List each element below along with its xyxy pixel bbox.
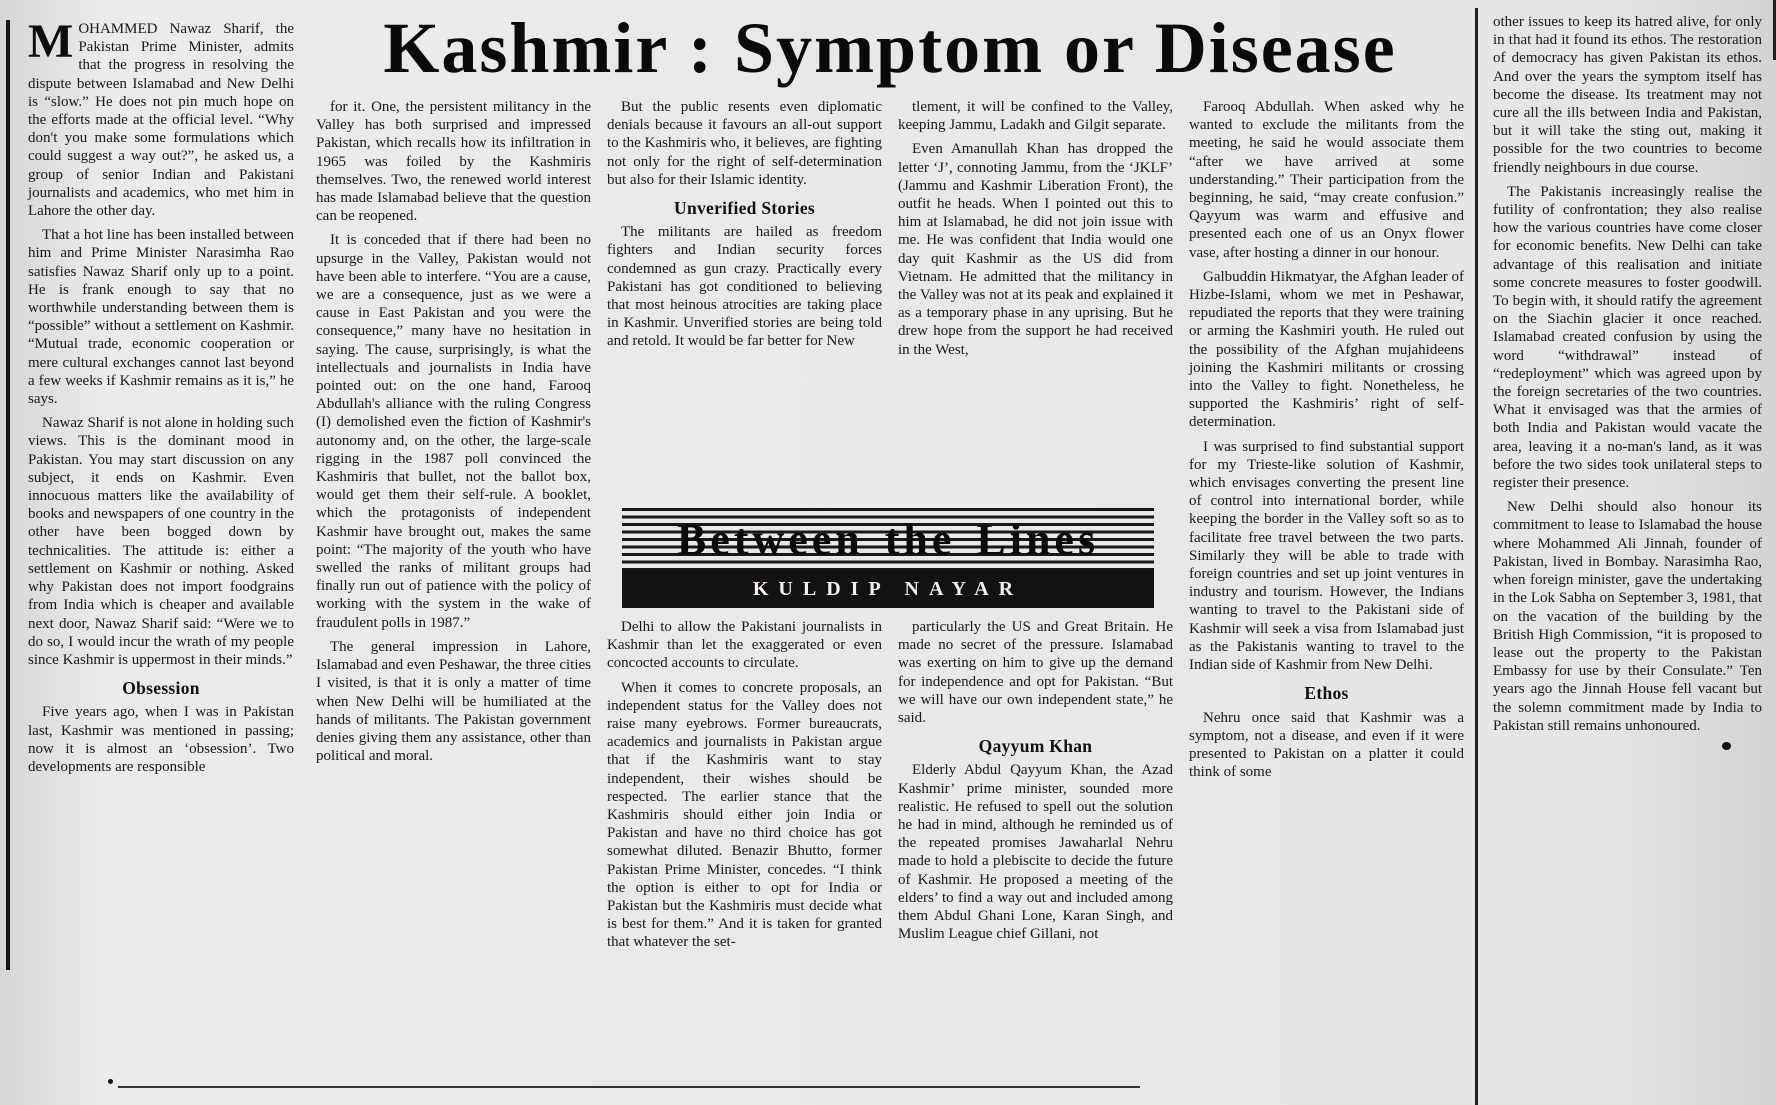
paragraph: Nawaz Sharif is not alone in holding such views. This is the dominant mood in Pakistan. You may start discussion on any subject, it ends on Kashmir. Even innocuous matters like the availability of books and newspapers of one country in the other have been bogged down by technicalities. The attitude is: either a settlement on Kashmir or nothing. Asked why Pakistan does not import foodgrains from India which is cheaper and available next door, Nawaz Sharif said: “Were we to do so, I would incur the wrath of my people since Kashmir is uppermost in their minds.” <box>28 415 294 668</box>
paragraph: Five years ago, when I was in Pakistan last, Kashmir was mentioned in passing; now it is almost an ‘obsession’. Two developments are responsible <box>28 704 294 775</box>
lead-paragraph <box>28 15 294 220</box>
ink-speck <box>1722 742 1731 750</box>
left-edge-rule <box>6 20 10 970</box>
paragraph: particularly the US and Great Britain. He made no secret of the pressure. Islamabad was exerting on him to give up the demand for independence and opt for Pakistan. “But we will have our own independent state,” he said. <box>898 619 1173 727</box>
column-1 <box>14 8 306 1105</box>
paragraph: tlement, it will be confined to the Valley, keeping Jammu, Ladakh and Gilgit separate. <box>898 99 1173 134</box>
paragraph: Nehru once said that Kashmir was a symptom, not a disease, and even if it were presented to Pakistan on a platter it could think of some <box>1189 709 1464 781</box>
byline-bar: KULDIP NAYAR <box>622 570 1154 608</box>
between-the-lines-box <box>622 508 1154 608</box>
paragraph: Even Amanullah Khan has dropped the letter ‘J’, connoting Jammu, from the ‘JKLF’ (Jammu and Kashmir Liberation Front), the outfit he heads. When I pointed out this to him at Islamabad, he did not join issue with me. He was confident that India would one day quit Kashmir as the US did from Vietnam. He admitted that the militancy in the Valley was not at its peak and explained it as a temporary phase in any uprising. But he drew hope from the support he had received in the West, <box>898 141 1173 358</box>
paragraph: Galbuddin Hikmatyar, the Afghan leader of Hizbe-Islami, whom we met in Peshawar, repudiated the reports that they were training or arming the Kashmiri youth. He ruled out the possibility of the Afghan mujahideens joining the Kashmiri militants or crossing into the Valley to fight. Nonetheless, he supported the Kashmiris’ right of self-determination. <box>1189 268 1464 431</box>
paragraph: other issues to keep its hatred alive, for only in that had it found its ethos. The restoration of democracy has given Pakistan its ethos. And over the years the symptom itself has become the disease. Its treatment may not cure all the ills between India and Pakistan, but it will take the sting out, making it possible for the two countries to become friendly neighbours in due course. <box>1493 14 1762 176</box>
middle-section <box>306 8 1474 1105</box>
paragraph: New Delhi should also honour its commitment to lease to Islamabad the house where Mohammed Ali Jinnah, founder of Pakistan, lived in Bombay. Narasimha Rao, when foreign minister, gave the undertaking in the Lok Sabha on September 3, 1981, that on the vacation of the building by the British High Commission, “it is proposed to lease out the property to the Pakistan Embassy for use by their Consulate.” Ten years ago the Jinnah House fell vacant but the solemn commitment made by India to Pakistan still remains unhonoured. <box>1493 499 1762 734</box>
paragraph: When it comes to concrete proposals, an independent status for the Valley does not raise many eyebrows. Former bureaucrats, academics and journalists in Pakistan argue that if the Kashmiris want to stay independent, their wishes should be respected. The earlier stance that the Kashmiris should either join India or Pakistan and have no third choice has got somewhat diluted. Benazir Bhutto, former Pakistan Prime Minister, concedes. “I think the option is either to opt for India or Pakistan but the Kashmiris must decide what is best for them.” And it is taken for granted that whatever the set- <box>607 679 882 951</box>
column-divider-rule <box>1475 8 1478 1105</box>
column-logo-stripes <box>622 508 1154 570</box>
lead-paragraph-text: OHAMMED Nawaz Sharif, the Pakistan Prime Minister, admits that the progress in resolving the dispute between Islamabad and New Delhi is “slow.” He does not pin much hope on the efforts made at the official level. “Why don't you make some formulations which could suggest a way out?”, he asked us, a group of senior Indian and Pakistani journalists and academics, who met him in Lahore the other day. <box>28 21 294 220</box>
paragraph: Delhi to allow the Pakistani journalists in Kashmir than let the exaggerated or even concocted accounts to circulate. <box>607 619 882 672</box>
headline: Kashmir : Symptom or Disease <box>383 8 1397 88</box>
article-layout <box>14 8 1772 1105</box>
section-heading-ethos: Ethos <box>1304 683 1349 704</box>
column-2 <box>316 98 591 958</box>
paragraph: The Pakistanis increasingly realise the futility of confrontation; they also realise how the various countries have come closer for economic benefits. New Delhi can take advantage of this realisation and initiate some concrete measures to foster goodwill. To begin with, it should ratify the agreement on the Siachin glacier it once reached. Islamabad created confusion by using the word “withdrawal” instead of “redeployment” which was agreed upon by the foreign secretaries of the two countries. What it envisaged was that the armies of both India and Pakistan would vacate the area, leaving it a no-man's land, as it was before the two sides took unilateral steps to register their presence. <box>1493 183 1762 492</box>
paragraph: But the public resents even diplomatic denials because it favours an all-out support to the Kashmiris who, it believes, are fighting not only for the right of self-determination but also for their Islamic identity. <box>607 99 882 188</box>
bottom-rule <box>118 1086 1140 1088</box>
paragraph: The militants are hailed as freedom fighters and Indian security forces condemned as gun crazy. Practically every Pakistani has got conditioned to believing that most heinous atrocities are taking place in Kashmir. Unverified stories are being told and retold. It would be far better for New <box>607 224 882 350</box>
paragraph: Farooq Abdullah. When asked why he wanted to exclude the militants from the meeting, he said he would associate them “after we have arrived at some understanding.” Their participation from the beginning, he said, “may create confusion.” Qayyum was warm and effusive and presented each one of us an Onyx flower vase, after hosting a dinner in our honour. <box>1189 99 1464 261</box>
paragraph: It is conceded that if there had been no upsurge in the Valley, Pakistan would not have been able to interfere. “You are a cause, we are a consequence, just as we were a cause in East Pakistan and you were the consequence,” many have no hesitation in saying. The cause, surprisingly, is what the intellectuals and journalists in India have pointed out: on the one hand, Farooq Abdullah's alliance with the ruling Congress (I) demolished even the fiction of Kashmir's autonomy and, on the other, the large-scale rigging in the 1987 poll convinced the Kashmiris that bullet, not the ballot box, would get them their self-rule. A booklet, which the protagonists of independent Kashmir have brought out, makes the same point: “The majority of the youth who have swelled the ranks of militant groups had finally run out of patience with the policy of working with the system in the wake of fraudulent polls in 1987.” <box>316 232 591 631</box>
column-6 <box>1479 8 1772 1105</box>
section-heading-obsession: Obsession <box>122 678 200 699</box>
paragraph: Elderly Abdul Qayyum Khan, the Azad Kashmir’ prime minister, sounded more realistic. He refused to spell out the solution he had in mind, although he reminded us of the repeated promises Jawaharlal Nehru made to hold a plebiscite to decide the future of Kashmir. He proposed a meeting of the elders’ to find a way out and included among them Abdul Ghani Lone, Karan Singh, and Muslim League chief Gillani, not <box>898 762 1173 943</box>
paragraph: for it. One, the persistent militancy in the Valley has both surprised and impressed Pakistan, which recalls how its infiltration in 1965 was foiled by the Kashmiris themselves. Two, the renewed world interest has made Islamabad believe that the question can be reopened. <box>316 99 591 225</box>
column-3-upper <box>607 98 882 506</box>
middle-columns <box>316 98 1464 958</box>
paragraph: The general impression in Lahore, Islamabad and even Peshawar, the three cities I visited, is that it is only a matter of time when New Delhi will be humiliated at the hands of militants. The Pakistan government denies giving them any assistance, other than political and moral. <box>316 638 591 765</box>
column-5 <box>1189 98 1464 958</box>
section-heading-qayyum-khan: Qayyum Khan <box>978 736 1093 757</box>
section-heading-unverified-stories: Unverified Stories <box>674 198 815 219</box>
column-logo-title: Between the Lines <box>676 514 1100 564</box>
column-4-upper <box>898 98 1173 506</box>
paragraph: I was surprised to find substantial support for my Trieste-like solution of Kashmir, which envisages converting the present line of control into international border, while keeping the border in the Valley soft so as to facilitate free travel between the two parts. Similarly they will be able to trade with foreign countries and set up joint ventures in industry and tourism. However, the Indians wanting to travel to the Pakistani side of Kashmir will seek a visa from Islamabad just as the Pakistanis wanting to travel to the Indian side of Kashmir from New Delhi. <box>1189 438 1464 674</box>
paragraph: That a hot line has been installed between him and Prime Minister Narasimha Rao satisfies Nawaz Sharif only up to a point. He is frank enough to say that no worthwhile understanding between them is “possible” without a settlement on Kashmir. “Mutual trade, economic cooperation or mere cultural exchanges cannot last beyond a few weeks if Kashmir remains as it is,” he says. <box>28 227 294 408</box>
ink-speck <box>108 1079 113 1084</box>
drop-cap: M <box>28 15 74 68</box>
